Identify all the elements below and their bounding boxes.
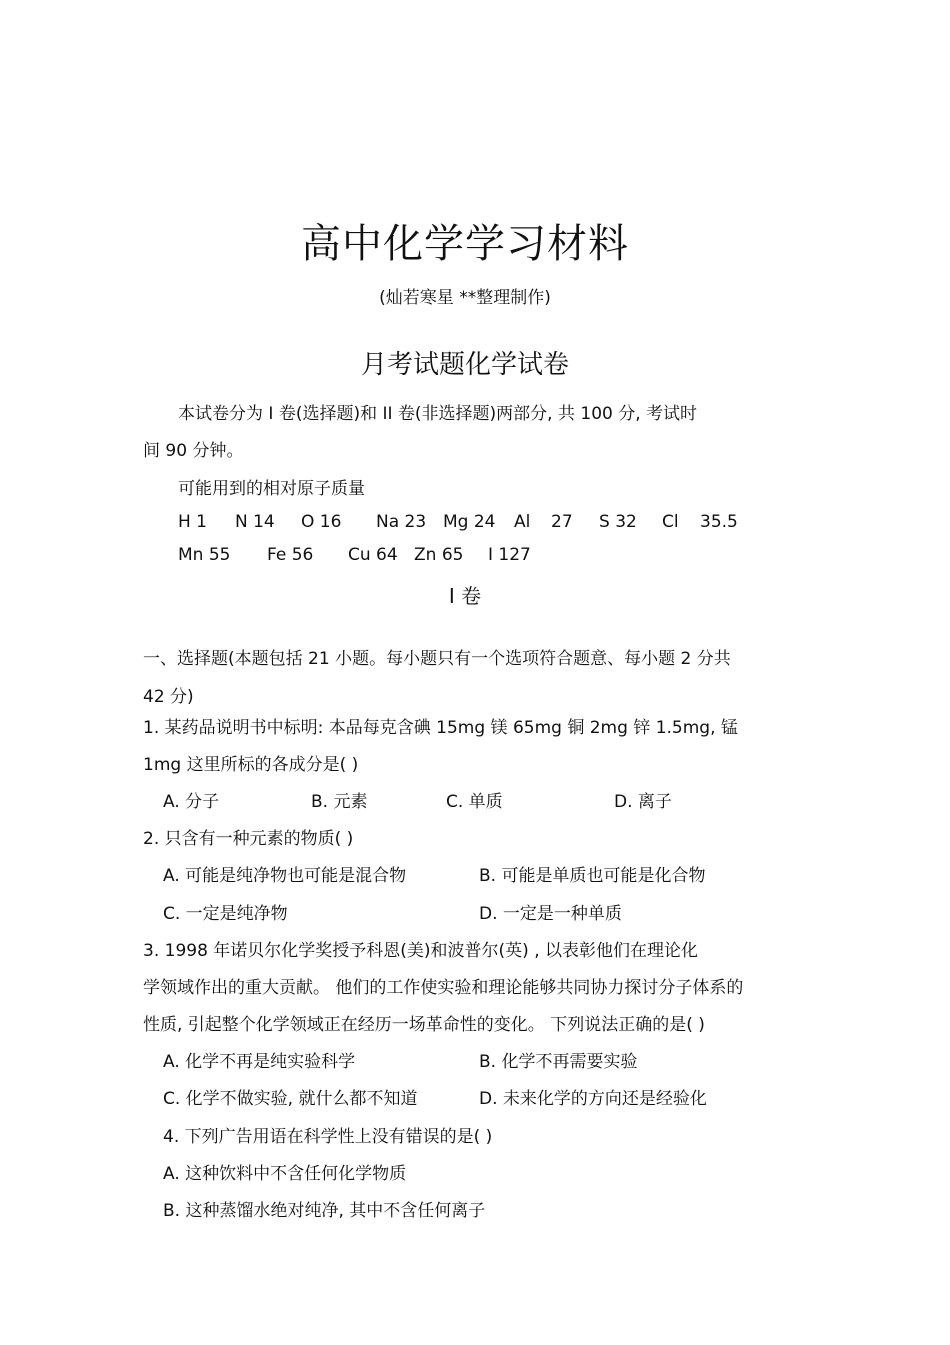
mass-cu: Cu 64 <box>348 545 398 565</box>
q2-option-d: D. 一定是一种单质 <box>479 904 622 924</box>
mass-cl-value: 35.5 <box>700 512 738 532</box>
section-instructions-1: 一、选择题(本题包括 21 小题。每小题只有一个选项符合题意、每小题 2 分共 <box>143 649 731 669</box>
question-2-stem: 2. 只含有一种元素的物质( ) <box>143 829 354 849</box>
q4-option-a: A. 这种饮料中不含任何化学物质 <box>163 1164 407 1184</box>
mass-al-value: 27 <box>551 512 573 532</box>
mass-o: O 16 <box>301 512 342 532</box>
mass-h: H 1 <box>178 512 208 532</box>
question-3-line-1: 3. 1998 年诺贝尔化学奖授予科恩(美)和波普尔(英) , 以表彰他们在理论化 <box>143 941 699 961</box>
question-4-stem: 4. 下列广告用语在科学性上没有错误的是( ) <box>163 1127 493 1147</box>
q2-option-a: A. 可能是纯净物也可能是混合物 <box>163 866 407 886</box>
q4-option-b: B. 这种蒸馏水绝对纯净, 其中不含任何离子 <box>163 1201 486 1221</box>
intro-line-1: 本试卷分为 I 卷(选择题)和 II 卷(非选择题)两部分, 共 100 分, 考试时 <box>178 404 698 424</box>
mass-mg: Mg 24 <box>443 512 496 532</box>
q1-option-c: C. 单质 <box>446 792 503 812</box>
mass-i: I 127 <box>488 545 531 565</box>
intro-line-2: 间 90 分钟。 <box>143 441 244 461</box>
mass-cl-symbol: Cl <box>662 512 679 532</box>
mass-mn: Mn 55 <box>178 545 231 565</box>
q3-option-a: A. 化学不再是纯实验科学 <box>163 1052 356 1072</box>
q3-option-c: C. 化学不做实验, 就什么都不知道 <box>163 1089 418 1109</box>
question-3-line-2: 学领域作出的重大贡献。 他们的工作使实验和理论能够共同协力探讨分子体系的 <box>143 978 744 998</box>
q2-option-c: C. 一定是纯净物 <box>163 904 288 924</box>
mass-n: N 14 <box>235 512 275 532</box>
question-1-line-1: 1. 某药品说明书中标明: 本品每克含碘 15mg 镁 65mg 铜 2mg 锌 1.5mg, 锰 <box>143 718 738 738</box>
q1-option-a: A. 分子 <box>163 792 220 812</box>
section-instructions-2: 42 分) <box>143 687 194 707</box>
mass-fe: Fe 56 <box>267 545 314 565</box>
question-3-line-3: 性质, 引起整个化学领域正在经历一场革命性的变化。 下列说法正确的是( ) <box>143 1015 705 1035</box>
exam-title: 月考试题化学试卷 <box>360 350 569 380</box>
mass-zn: Zn 65 <box>414 545 464 565</box>
atomic-mass-label: 可能用到的相对原子质量 <box>178 479 365 499</box>
section-heading: I 卷 <box>448 584 482 608</box>
q1-option-b: B. 元素 <box>311 792 368 812</box>
mass-s: S 32 <box>599 512 637 532</box>
q3-option-d: D. 未来化学的方向还是经验化 <box>479 1089 707 1109</box>
main-title: 高中化学学习材料 <box>301 221 629 267</box>
q2-option-b: B. 可能是单质也可能是化合物 <box>479 866 706 886</box>
q3-option-b: B. 化学不再需要实验 <box>479 1052 638 1072</box>
q1-option-d: D. 离子 <box>614 792 672 812</box>
mass-na: Na 23 <box>376 512 427 532</box>
subtitle: (灿若寒星 **整理制作) <box>379 288 551 308</box>
question-1-line-2: 1mg 这里所标的各成分是( ) <box>143 755 359 775</box>
mass-al-symbol: Al <box>514 512 531 532</box>
